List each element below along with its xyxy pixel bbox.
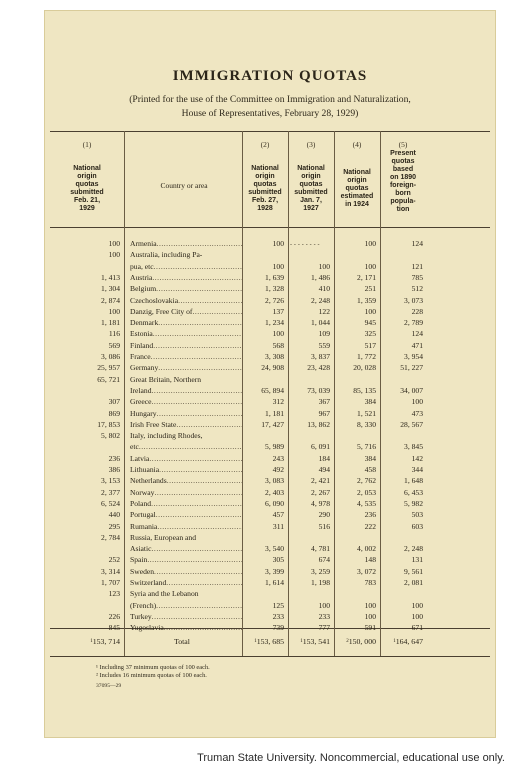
table-row <box>44 363 496 373</box>
cell-col1: 440 <box>108 510 120 520</box>
table-row <box>44 454 496 464</box>
cell-country: Portugal ..... <box>130 510 242 520</box>
cell-col5: 2, 789 <box>404 318 423 328</box>
cell-country: Finland ..... <box>130 341 242 351</box>
cell-col5: 3, 954 <box>404 352 423 361</box>
table-row <box>44 307 496 317</box>
cell-col4: 458 <box>364 465 376 474</box>
cell-col1: 3, 314 <box>101 566 120 576</box>
cell-col1: 386 <box>108 465 120 474</box>
cell-col1: 236 <box>108 453 120 463</box>
cell-col5: 142 <box>411 453 423 463</box>
total-col3: $^1$153, 541 <box>300 637 330 646</box>
cell-col5: 3, 845 <box>404 442 423 452</box>
cell-country: Switzerland ..... <box>130 578 242 588</box>
cell-col5: 473 <box>411 408 423 418</box>
cell-col4: 85, 135 <box>353 385 376 395</box>
total-col1: $^1$153, 714 <box>90 637 120 646</box>
cell-col3: 410 <box>318 284 330 294</box>
cell-col1: 100 <box>108 306 120 316</box>
cell-col1: 1, 304 <box>101 284 120 294</box>
cell-col3: 233 <box>318 611 330 621</box>
cell-col2: 5, 989 <box>265 442 284 452</box>
cell-country: Australia, including Pa- <box>130 250 203 260</box>
cell-col1: 307 <box>108 397 120 407</box>
cell-country: Ireland ..... <box>130 386 242 396</box>
cell-country: France ..... <box>130 352 242 362</box>
cell-col3: 122 <box>318 306 330 316</box>
cell-col5: 121 <box>411 261 423 271</box>
cell-col1: 2, 377 <box>101 487 120 497</box>
cell-col4: 251 <box>364 284 376 294</box>
cell-col3: 4, 781 <box>311 544 330 554</box>
cell-col3: 967 <box>318 408 330 418</box>
cell-col2: 125 <box>272 600 284 610</box>
table-row <box>44 250 496 260</box>
cell-col3: 100 <box>318 600 330 610</box>
cell-col1: 2, 784 <box>101 532 120 542</box>
cell-col1: 17, 853 <box>97 419 120 429</box>
cell-col3: 494 <box>318 465 330 474</box>
column-number-1: (1) <box>82 140 92 149</box>
cell-col2: 100 <box>272 261 284 271</box>
cell-col5: 1, 648 <box>404 476 423 486</box>
cell-col1: 25, 957 <box>97 363 120 373</box>
cell-col2: 100 <box>272 329 284 339</box>
table-row <box>44 522 496 532</box>
cell-col3: 13, 862 <box>307 419 330 429</box>
cell-col3: 290 <box>318 510 330 520</box>
empty-cell-dashes: - - - - - - - - <box>290 241 320 248</box>
cell-country: Armenia ..... <box>130 239 242 249</box>
cell-col2: 2, 403 <box>265 487 284 497</box>
cell-col3: 1, 198 <box>311 578 330 587</box>
column-header-5: Present quotas based on 1890 foreign- born popula- tion <box>389 150 417 213</box>
cell-col5: 671 <box>411 623 423 633</box>
table-row <box>44 612 496 622</box>
cell-col5: 2, 248 <box>404 544 423 554</box>
table-row <box>44 318 496 328</box>
cell-col5: 3, 073 <box>404 295 423 305</box>
cell-col4: 783 <box>364 578 376 587</box>
cell-col4: 100 <box>364 611 376 621</box>
cell-col1: 3, 086 <box>101 352 120 361</box>
cell-col3: 2, 267 <box>311 487 330 497</box>
cell-col4: 4, 535 <box>357 498 376 508</box>
cell-col2: 65, 894 <box>261 385 284 395</box>
table-row <box>44 465 496 475</box>
cell-col2: 233 <box>272 611 284 621</box>
column-header-2: National origin quotas submitted Feb. 27, 1928 <box>248 165 282 212</box>
cell-col2: 100 <box>272 239 284 248</box>
cell-country: Syria and the Lebanon <box>130 589 199 599</box>
cell-col4: 3, 072 <box>357 566 376 576</box>
cell-col4: 325 <box>364 329 376 339</box>
subtitle-line-1: (Printed for the use of the Committee on Immigration and Naturalization, <box>129 94 411 105</box>
cell-country: pua, etc ..... <box>130 262 242 272</box>
cell-col5: 9, 561 <box>404 566 423 576</box>
table-row <box>44 442 496 452</box>
table-row <box>44 499 496 509</box>
cell-col4: 20, 028 <box>353 363 376 373</box>
cell-country: etc ..... <box>130 442 242 452</box>
cell-col5: 100 <box>411 397 423 407</box>
cell-country: Irish Free State ..... <box>130 420 242 430</box>
table-row <box>44 589 496 599</box>
cell-col1: 100 <box>108 250 120 260</box>
cell-col2: 3, 308 <box>265 352 284 361</box>
column-header-1: National origin quotas submitted Feb. 21, 1929 <box>70 165 104 212</box>
subtitle-line-2: House of Representatives, February 28, 1929) <box>181 108 359 119</box>
table-row <box>44 488 496 498</box>
cell-col1: 869 <box>108 408 120 418</box>
cell-col4: 100 <box>364 261 376 271</box>
cell-col1: 295 <box>108 521 120 531</box>
cell-col2: 1, 234 <box>265 318 284 328</box>
column-header-4: National origin quotas estimated in 1924 <box>340 169 374 208</box>
cell-col2: 1, 639 <box>265 272 284 282</box>
cell-col5: 2, 081 <box>404 578 423 587</box>
table-row <box>44 273 496 283</box>
total-col2: $^1$153, 685 <box>254 637 284 646</box>
table-row <box>44 555 496 565</box>
cell-col5: 344 <box>411 465 423 474</box>
cell-col2: 3, 399 <box>265 566 284 576</box>
table-row <box>44 601 496 611</box>
table-row <box>44 375 496 385</box>
cell-col1: 569 <box>108 340 120 350</box>
cell-col2: 492 <box>272 465 284 474</box>
cell-col3: 3, 259 <box>311 566 330 576</box>
table-row <box>44 239 496 249</box>
cell-col5: 100 <box>411 611 423 621</box>
cell-col3: 73, 039 <box>307 385 330 395</box>
total-col5: $^1$164, 647 <box>393 637 423 646</box>
document-subtitle <box>44 93 496 121</box>
table-row <box>44 409 496 419</box>
cell-col2: 3, 540 <box>265 544 284 554</box>
table-row <box>44 510 496 520</box>
cell-country: Asiatic ..... <box>130 544 242 554</box>
footnote-2: ² Includes 16 minimum quotas of 100 each. <box>96 672 207 679</box>
cell-col4: 236 <box>364 510 376 520</box>
cell-col1: 1, 413 <box>101 272 120 282</box>
total-col4: $^2$150, 000 <box>346 637 376 646</box>
table-row <box>44 296 496 306</box>
cell-col3: 4, 978 <box>311 498 330 508</box>
cell-col2: 457 <box>272 510 284 520</box>
cell-col5: 503 <box>411 510 423 520</box>
cell-col3: 2, 421 <box>311 476 330 486</box>
column-header-country: Country or area <box>160 181 208 190</box>
cell-col1: 1, 707 <box>101 578 120 587</box>
table-row <box>44 329 496 339</box>
cell-col2: 17, 427 <box>261 419 284 429</box>
cell-col3: 516 <box>318 521 330 531</box>
table-row <box>44 397 496 407</box>
cell-col4: 2, 053 <box>357 487 376 497</box>
table-row <box>44 352 496 362</box>
cell-country: Norway ..... <box>130 488 242 498</box>
table-row <box>44 262 496 272</box>
cell-col4: 2, 171 <box>357 272 376 282</box>
cell-col4: 2, 762 <box>357 476 376 486</box>
cell-col5: 100 <box>411 600 423 610</box>
cell-col1: 5, 802 <box>101 431 120 441</box>
cell-col4: 945 <box>364 318 376 328</box>
cell-col3: 109 <box>318 329 330 339</box>
cell-country: Poland ..... <box>130 499 242 509</box>
cell-col4: 384 <box>364 453 376 463</box>
cell-col2: 24, 908 <box>261 363 284 373</box>
cell-country: Sweden ..... <box>130 567 242 577</box>
cell-col3: 367 <box>318 397 330 407</box>
cell-col3: 777 <box>318 623 330 633</box>
cell-col3: 184 <box>318 453 330 463</box>
print-code: 37095—29 <box>96 683 122 689</box>
cell-col4: 100 <box>364 239 376 248</box>
cell-col4: 591 <box>364 623 376 633</box>
cell-col4: 4, 002 <box>357 544 376 554</box>
table-row <box>44 533 496 543</box>
cell-col3: 23, 428 <box>307 363 330 373</box>
cell-country: Spain ..... <box>130 555 242 565</box>
total-label: Total <box>174 637 190 646</box>
cell-col5: 34, 007 <box>400 385 423 395</box>
table-row <box>44 420 496 430</box>
cell-col5: 228 <box>411 306 423 316</box>
cell-country: Russia, European and <box>130 532 197 542</box>
cell-col2: 1, 614 <box>265 578 284 587</box>
cell-col3: 3, 837 <box>311 352 330 361</box>
column-number-2: (2) <box>260 140 270 149</box>
table-row <box>44 431 496 441</box>
cell-col1: 226 <box>108 611 120 621</box>
column-number-4: (4) <box>352 140 362 149</box>
cell-col3: 2, 248 <box>311 295 330 305</box>
cell-col2: 2, 726 <box>265 295 284 305</box>
cell-country: Great Britain, Northern <box>130 374 202 384</box>
cell-col3: 100 <box>318 261 330 271</box>
cell-col4: 5, 716 <box>357 442 376 452</box>
cell-col5: 28, 567 <box>400 419 423 429</box>
table-row <box>44 476 496 486</box>
cell-col4: 222 <box>364 521 376 531</box>
cell-col3: 6, 091 <box>311 442 330 452</box>
table-top-rule <box>50 131 490 132</box>
cell-col2: 1, 328 <box>265 284 284 294</box>
column-number-3: (3) <box>306 140 316 149</box>
column-header-3: National origin quotas submitted Jan. 7, 1927 <box>294 165 328 212</box>
cell-col3: 1, 486 <box>311 272 330 282</box>
cell-country: (French) ..... <box>130 601 242 611</box>
cell-col2: 311 <box>272 521 284 531</box>
cell-col4: 384 <box>364 397 376 407</box>
cell-col5: 5, 982 <box>404 498 423 508</box>
cell-col5: 124 <box>411 329 423 339</box>
cell-col1: 6, 524 <box>101 498 120 508</box>
cell-col5: 512 <box>411 284 423 294</box>
cell-col3: 1, 044 <box>311 318 330 328</box>
table-row <box>44 341 496 351</box>
cell-country: Greece ..... <box>130 397 242 407</box>
cell-col4: 8, 330 <box>357 419 376 429</box>
cell-col3: 559 <box>318 340 330 350</box>
cell-col2: 137 <box>272 306 284 316</box>
table-row <box>44 567 496 577</box>
cell-col4: 148 <box>364 555 376 565</box>
cell-country: Denmark ..... <box>130 318 242 328</box>
table-row <box>44 544 496 554</box>
table-row <box>44 284 496 294</box>
cell-country: Germany ..... <box>130 363 242 373</box>
cell-country: Netherlands ..... <box>130 476 242 486</box>
cell-country: Latvia ..... <box>130 454 242 464</box>
cell-col1: 1, 181 <box>101 318 120 328</box>
total-row <box>44 637 496 647</box>
cell-col2: 568 <box>272 340 284 350</box>
document-page <box>44 10 496 738</box>
column-number-5: (5) <box>398 140 408 149</box>
cell-col1: 845 <box>108 623 120 633</box>
cell-col5: 51, 227 <box>400 363 423 373</box>
cell-col2: 305 <box>272 555 284 565</box>
cell-col3: 674 <box>318 555 330 565</box>
cell-country: Yugoslavia ..... <box>130 623 242 633</box>
cell-country: Hungary ..... <box>130 409 242 419</box>
table-row <box>44 578 496 588</box>
cell-col5: 471 <box>411 340 423 350</box>
cell-col5: 6, 453 <box>404 487 423 497</box>
cell-col1: 123 <box>108 589 120 599</box>
watermark-text: Truman State University. Noncommercial, educational use only. <box>197 752 505 764</box>
cell-country: Belgium ..... <box>130 284 242 294</box>
table-bottom-rule <box>50 656 490 657</box>
cell-country: Lithuania ..... <box>130 465 242 475</box>
cell-country: Estonia ..... <box>130 329 242 339</box>
table-row <box>44 386 496 396</box>
cell-col1: 100 <box>108 239 120 248</box>
cell-country: Turkey ..... <box>130 612 242 622</box>
cell-country: Austria ..... <box>130 273 242 283</box>
cell-col2: 243 <box>272 453 284 463</box>
cell-col4: 517 <box>364 340 376 350</box>
cell-country: Rumania ..... <box>130 522 242 532</box>
cell-col1: 2, 874 <box>101 295 120 305</box>
document-title: IMMIGRATION QUOTAS <box>172 68 368 84</box>
cell-col1: 3, 153 <box>101 476 120 486</box>
cell-col2: 1, 181 <box>265 408 284 418</box>
cell-country: Italy, including Rhodes, <box>130 431 203 441</box>
cell-col2: 312 <box>272 397 284 407</box>
cell-col4: 1, 772 <box>357 352 376 361</box>
cell-col2: 739 <box>272 623 284 633</box>
cell-col2: 6, 090 <box>265 498 284 508</box>
cell-col4: 1, 359 <box>357 295 376 305</box>
table-row <box>44 623 496 633</box>
cell-col1: 65, 721 <box>97 374 120 384</box>
cell-col1: 252 <box>108 555 120 565</box>
cell-col4: 100 <box>364 600 376 610</box>
cell-country: Czechoslovakia ..... <box>130 296 242 306</box>
cell-col5: 131 <box>411 555 423 565</box>
cell-col5: 603 <box>411 521 423 531</box>
cell-col4: 100 <box>364 306 376 316</box>
cell-country: Danzig, Free City of ..... <box>130 307 242 317</box>
footnote-1: ¹ Including 37 minimum quotas of 100 each. <box>96 664 210 671</box>
cell-col5: 124 <box>411 239 423 248</box>
header-bottom-rule <box>50 227 490 228</box>
cell-col5: 785 <box>411 272 423 282</box>
cell-col1: 116 <box>108 329 120 339</box>
cell-col4: 1, 521 <box>357 408 376 418</box>
cell-col2: 3, 083 <box>265 476 284 486</box>
